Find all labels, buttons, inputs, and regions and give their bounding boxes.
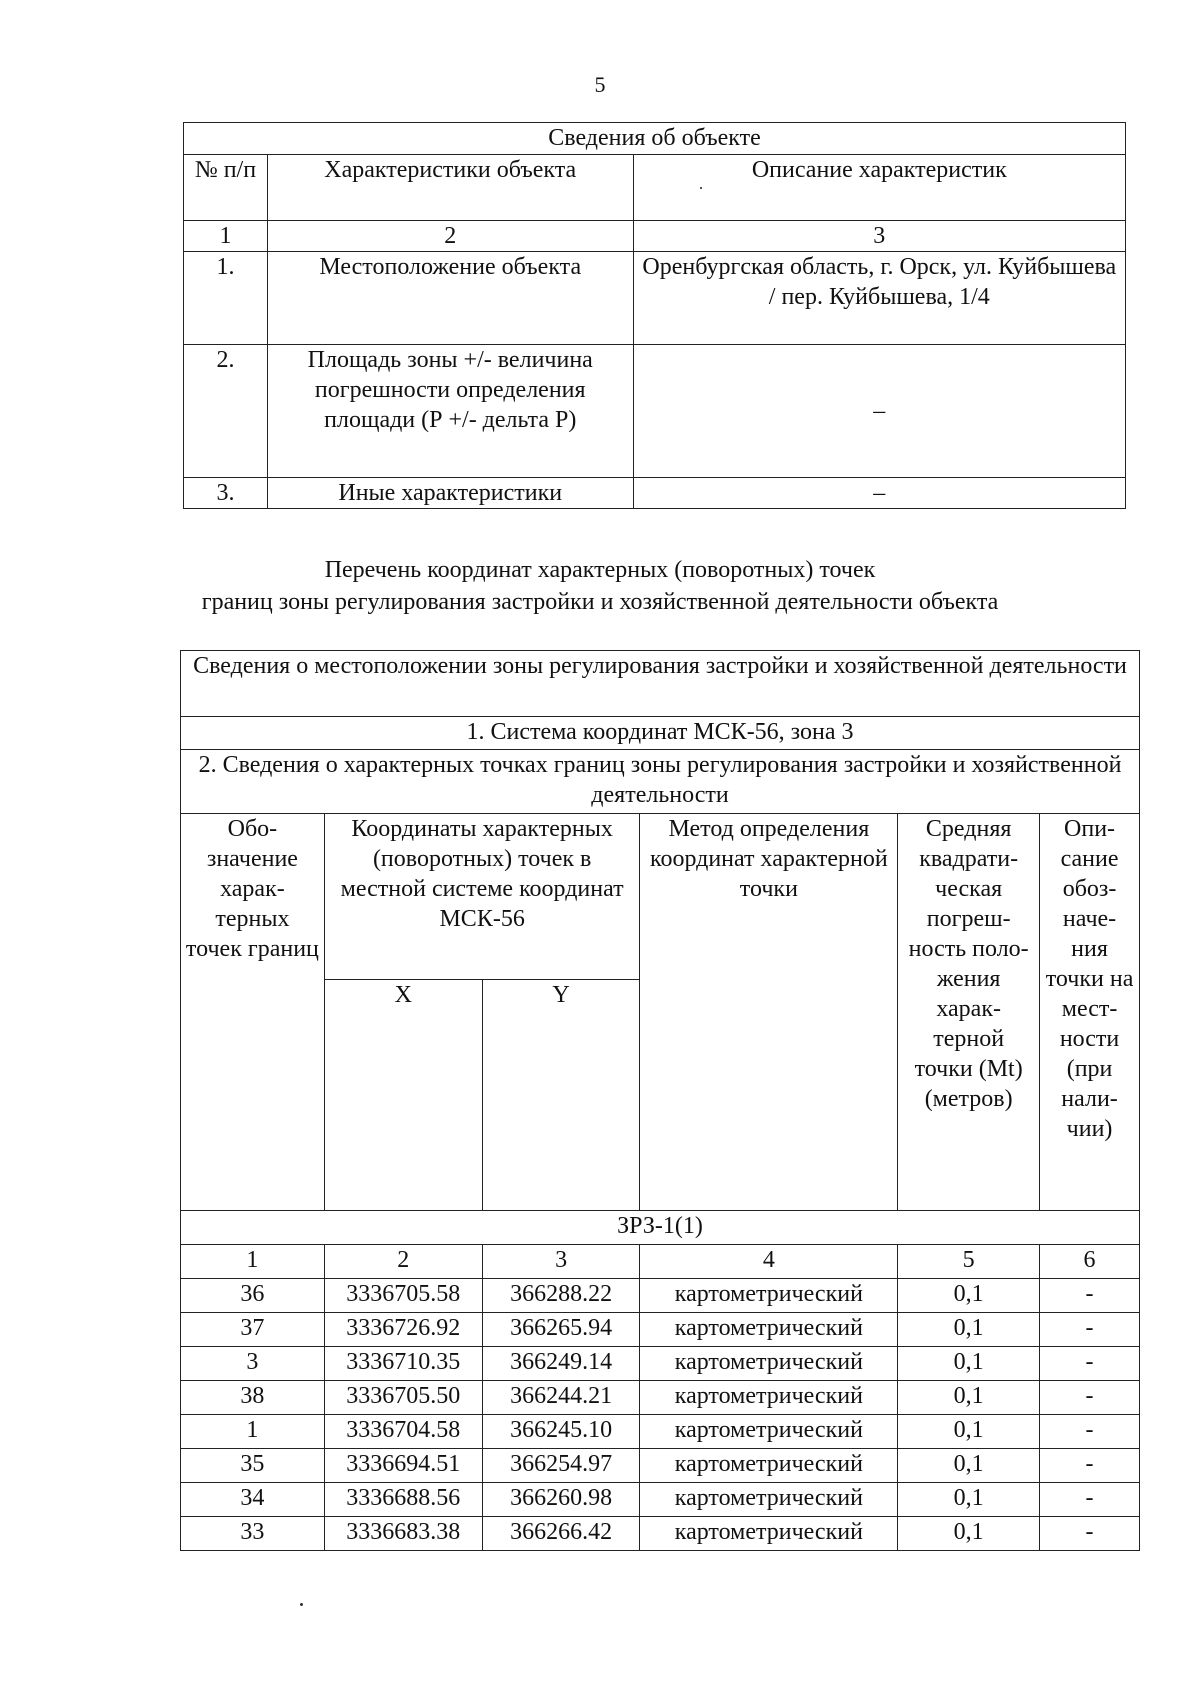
cell-y: 366266.42 [482,1517,640,1551]
cell-id: 37 [181,1313,325,1347]
header-num: № п/п [184,155,268,221]
cell-x: 3336705.58 [324,1279,482,1313]
cell-y: 366245.10 [482,1415,640,1449]
cell-mt: 0,1 [898,1347,1040,1381]
cell-method: картометрический [640,1313,898,1347]
cell-y: 366265.94 [482,1313,640,1347]
header-description: Описание характеристик [633,155,1125,221]
col-number: 1 [184,221,268,252]
col-number: 3 [482,1245,640,1279]
col-number: 2 [324,1245,482,1279]
row-name: Иные характеристики [267,478,633,509]
col-number: 2 [267,221,633,252]
stray-dot [300,1603,303,1606]
row-num: 3. [184,478,268,509]
col-x: X [324,980,482,1211]
zone-label: ЗРЗ-1(1) [181,1211,1140,1245]
cell-mt: 0,1 [898,1415,1040,1449]
cell-mt: 0,1 [898,1517,1040,1551]
cell-desc: - [1040,1517,1140,1551]
cell-mt: 0,1 [898,1449,1040,1483]
cell-y: 366254.97 [482,1449,640,1483]
table-row [181,1347,1140,1381]
cell-mt: 0,1 [898,1279,1040,1313]
page-number: 5 [594,72,606,97]
cell-method: картометрический [640,1449,898,1483]
cell-id: 34 [181,1483,325,1517]
col-point-designation: Обо- значение харак- терных точек границ [181,814,325,1211]
cell-desc: - [1040,1415,1140,1449]
cell-id: 3 [181,1347,325,1381]
col-description: Опи- сание обоз- наче- ния точки на мест- ности (при нали- чии) [1040,814,1140,1211]
cell-y: 366249.14 [482,1347,640,1381]
row-name: Площадь зоны +/- величина погрешности определения площади (Р +/- дельта Р) [267,345,633,478]
col-number: 1 [181,1245,325,1279]
cell-desc: - [1040,1347,1140,1381]
row-name: Местоположение объекта [267,252,633,345]
cell-mt: 0,1 [898,1483,1040,1517]
cell-y: 366260.98 [482,1483,640,1517]
cell-desc: - [1040,1313,1140,1347]
cell-desc: - [1040,1483,1140,1517]
cell-desc: - [1040,1381,1140,1415]
cell-id: 35 [181,1449,325,1483]
cell-desc: - [1040,1449,1140,1483]
cell-method: картометрический [640,1347,898,1381]
scan-artifact [700,187,702,189]
cell-method: картометрический [640,1483,898,1517]
col-error: Средняя квадрати- ческая погреш- ность поло- жения харак- терной точки (Mt) (метров) [898,814,1040,1211]
table-row [181,1449,1140,1483]
cell-mt: 0,1 [898,1381,1040,1415]
row-value: – [633,478,1125,509]
table-row [181,1313,1140,1347]
table-row [181,1279,1140,1313]
cell-x: 3336694.51 [324,1449,482,1483]
table-row [181,1381,1140,1415]
coordinate-system: 1. Система координат МСК-56, зона 3 [181,717,1140,750]
cell-x: 3336705.50 [324,1381,482,1415]
cell-id: 1 [181,1415,325,1449]
coordinates-table [180,650,1140,1551]
location-title: Сведения о местоположении зоны регулирования застройки и хозяйственной деятельности [181,651,1140,717]
col-y: Y [482,980,640,1211]
table-row [181,1415,1140,1449]
cell-y: 366288.22 [482,1279,640,1313]
col-number: 3 [633,221,1125,252]
cell-x: 3336726.92 [324,1313,482,1347]
col-method: Метод определения координат характерной точки [640,814,898,1211]
cell-method: картометрический [640,1381,898,1415]
cell-x: 3336704.58 [324,1415,482,1449]
col-number: 5 [898,1245,1040,1279]
cell-method: картометрический [640,1279,898,1313]
col-coordinates: Координаты характерных (поворотных) точек в местной системе координат МСК-56 [324,814,640,980]
row-value: Оренбургская область, г. Орск, ул. Куйбышева / пер. Куйбышева, 1/4 [633,252,1125,345]
cell-method: картометрический [640,1415,898,1449]
points-title: 2. Сведения о характерных точках границ зоны регулирования застройки и хозяйственной деятельности [181,750,1140,814]
col-number: 4 [640,1245,898,1279]
row-num: 1. [184,252,268,345]
cell-x: 3336683.38 [324,1517,482,1551]
cell-desc: - [1040,1279,1140,1313]
cell-id: 36 [181,1279,325,1313]
cell-method: картометрический [640,1517,898,1551]
coords-heading-line1: Перечень координат характерных (поворотных) точек [324,557,876,583]
object-info-table [183,122,1126,509]
cell-id: 38 [181,1381,325,1415]
cell-x: 3336688.56 [324,1483,482,1517]
cell-y: 366244.21 [482,1381,640,1415]
coords-heading-line2: границ зоны регулирования застройки и хозяйственной деятельности объекта [201,589,999,615]
table-row [181,1517,1140,1551]
cell-id: 33 [181,1517,325,1551]
object-table-caption: Сведения об объекте [184,123,1126,155]
table-row [181,1483,1140,1517]
cell-mt: 0,1 [898,1313,1040,1347]
cell-x: 3336710.35 [324,1347,482,1381]
header-characteristic: Характеристики объекта [267,155,633,221]
row-value: – [633,345,1125,478]
row-num: 2. [184,345,268,478]
col-number: 6 [1040,1245,1140,1279]
